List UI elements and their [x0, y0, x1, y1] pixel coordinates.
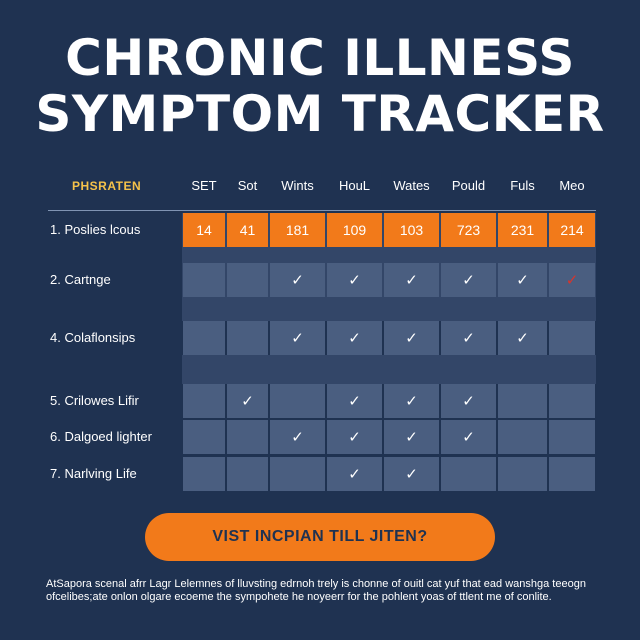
check-cell[interactable]	[498, 384, 547, 418]
grid-band	[182, 355, 596, 384]
check-cell[interactable]	[549, 263, 595, 297]
checkmark-icon: ✓	[462, 272, 475, 289]
check-cell[interactable]	[549, 420, 595, 454]
grid-band	[182, 297, 596, 321]
column-header: Sot	[237, 178, 258, 193]
checkmark-icon: ✓	[462, 393, 475, 410]
cta-button[interactable]: VIST INCPIAN TILL JITEN?	[145, 513, 495, 561]
check-cell[interactable]	[498, 420, 547, 454]
check-cell[interactable]	[270, 420, 325, 454]
header-divider	[48, 210, 596, 211]
value-cell: 181	[270, 213, 325, 247]
check-cell[interactable]	[227, 384, 268, 418]
row-label: 6. Dalgoed lighter	[50, 429, 152, 444]
check-cell[interactable]	[270, 457, 325, 491]
check-cell[interactable]	[183, 263, 225, 297]
checkmark-icon: ✓	[516, 272, 529, 289]
check-cell[interactable]	[227, 263, 268, 297]
checkmark-icon: ✓	[291, 429, 304, 446]
row-label: 5. Crilowes Lifir	[50, 393, 139, 408]
value-cell: 14	[183, 213, 225, 247]
check-cell[interactable]	[384, 420, 439, 454]
footer-text: AtSapora scenal afrr Lagr Lelemnes of lluvsting edrnoh trely is chonne of ouitl cat yuf that ead wanshga teeogn ofcelibes;ate onlon olgare ecoeme the sympohete he noyeerr for the pohlent yoas of ttlent me of conlite.	[46, 578, 586, 603]
check-cell[interactable]	[327, 263, 382, 297]
column-header: Meo	[559, 178, 585, 193]
check-cell[interactable]	[384, 321, 439, 355]
check-cell[interactable]	[498, 457, 547, 491]
check-cell[interactable]	[183, 420, 225, 454]
column-header: HouL	[338, 178, 371, 193]
check-cell[interactable]	[384, 384, 439, 418]
checkmark-icon: ✓	[348, 429, 361, 446]
check-cell[interactable]	[227, 420, 268, 454]
check-cell[interactable]	[549, 321, 595, 355]
check-cell[interactable]	[498, 321, 547, 355]
value-cell: 231	[498, 213, 547, 247]
value-cell: 41	[227, 213, 268, 247]
check-cell[interactable]	[384, 457, 439, 491]
check-cell[interactable]	[327, 420, 382, 454]
check-cell[interactable]	[441, 321, 496, 355]
checkmark-icon: ✓	[291, 330, 304, 347]
checkmark-icon: ✓	[348, 393, 361, 410]
column-header: SET	[191, 178, 217, 193]
row-label: 2. Cartnge	[50, 272, 111, 287]
check-cell[interactable]	[227, 321, 268, 355]
checkmark-icon: ✓	[462, 429, 475, 446]
checkmark-icon: ✓	[405, 272, 418, 289]
column-header: Wates	[393, 178, 430, 193]
value-cell: 103	[384, 213, 439, 247]
checkmark-icon: ✓	[516, 330, 529, 347]
param-column-header: PHSRATEN	[72, 179, 142, 193]
check-cell[interactable]	[327, 457, 382, 491]
checkmark-icon: ✓	[405, 393, 418, 410]
checkmark-icon: ✓	[565, 272, 579, 289]
check-cell[interactable]	[327, 321, 382, 355]
check-cell[interactable]	[270, 321, 325, 355]
check-cell[interactable]	[549, 457, 595, 491]
check-cell[interactable]	[498, 263, 547, 297]
check-cell[interactable]	[441, 263, 496, 297]
checkmark-icon: ✓	[405, 466, 418, 483]
row-label: 7. Narlving Life	[50, 466, 137, 481]
check-cell[interactable]	[183, 457, 225, 491]
page-title-line-1: CHRONIC ILLNESS	[65, 29, 575, 87]
value-cell: 214	[549, 213, 595, 247]
check-cell[interactable]	[183, 321, 225, 355]
check-cell[interactable]	[227, 457, 268, 491]
checkmark-icon: ✓	[348, 330, 361, 347]
row-label: 1. Poslies lcous	[50, 222, 141, 237]
check-cell[interactable]	[327, 384, 382, 418]
checkmark-icon: ✓	[348, 466, 361, 483]
column-header: Fuls	[510, 178, 535, 193]
check-cell[interactable]	[441, 457, 496, 491]
checkmark-icon: ✓	[348, 272, 361, 289]
checkmark-icon: ✓	[405, 429, 418, 446]
check-cell[interactable]	[270, 263, 325, 297]
checkmark-icon: ✓	[462, 330, 475, 347]
value-cell: 723	[441, 213, 496, 247]
row-label: 4. Colaflonsips	[50, 330, 136, 345]
check-cell[interactable]	[270, 384, 325, 418]
check-cell[interactable]	[441, 384, 496, 418]
check-cell[interactable]	[441, 420, 496, 454]
value-cell: 109	[327, 213, 382, 247]
column-header: Pould	[451, 178, 486, 193]
checkmark-icon: ✓	[291, 272, 304, 289]
checkmark-icon: ✓	[405, 330, 418, 347]
checkmark-icon: ✓	[241, 393, 254, 410]
check-cell[interactable]	[183, 384, 225, 418]
check-cell[interactable]	[384, 263, 439, 297]
check-cell[interactable]	[549, 384, 595, 418]
column-header: Wints	[281, 178, 314, 193]
page-title-line-2: SYMPTOM TRACKER	[35, 85, 605, 143]
